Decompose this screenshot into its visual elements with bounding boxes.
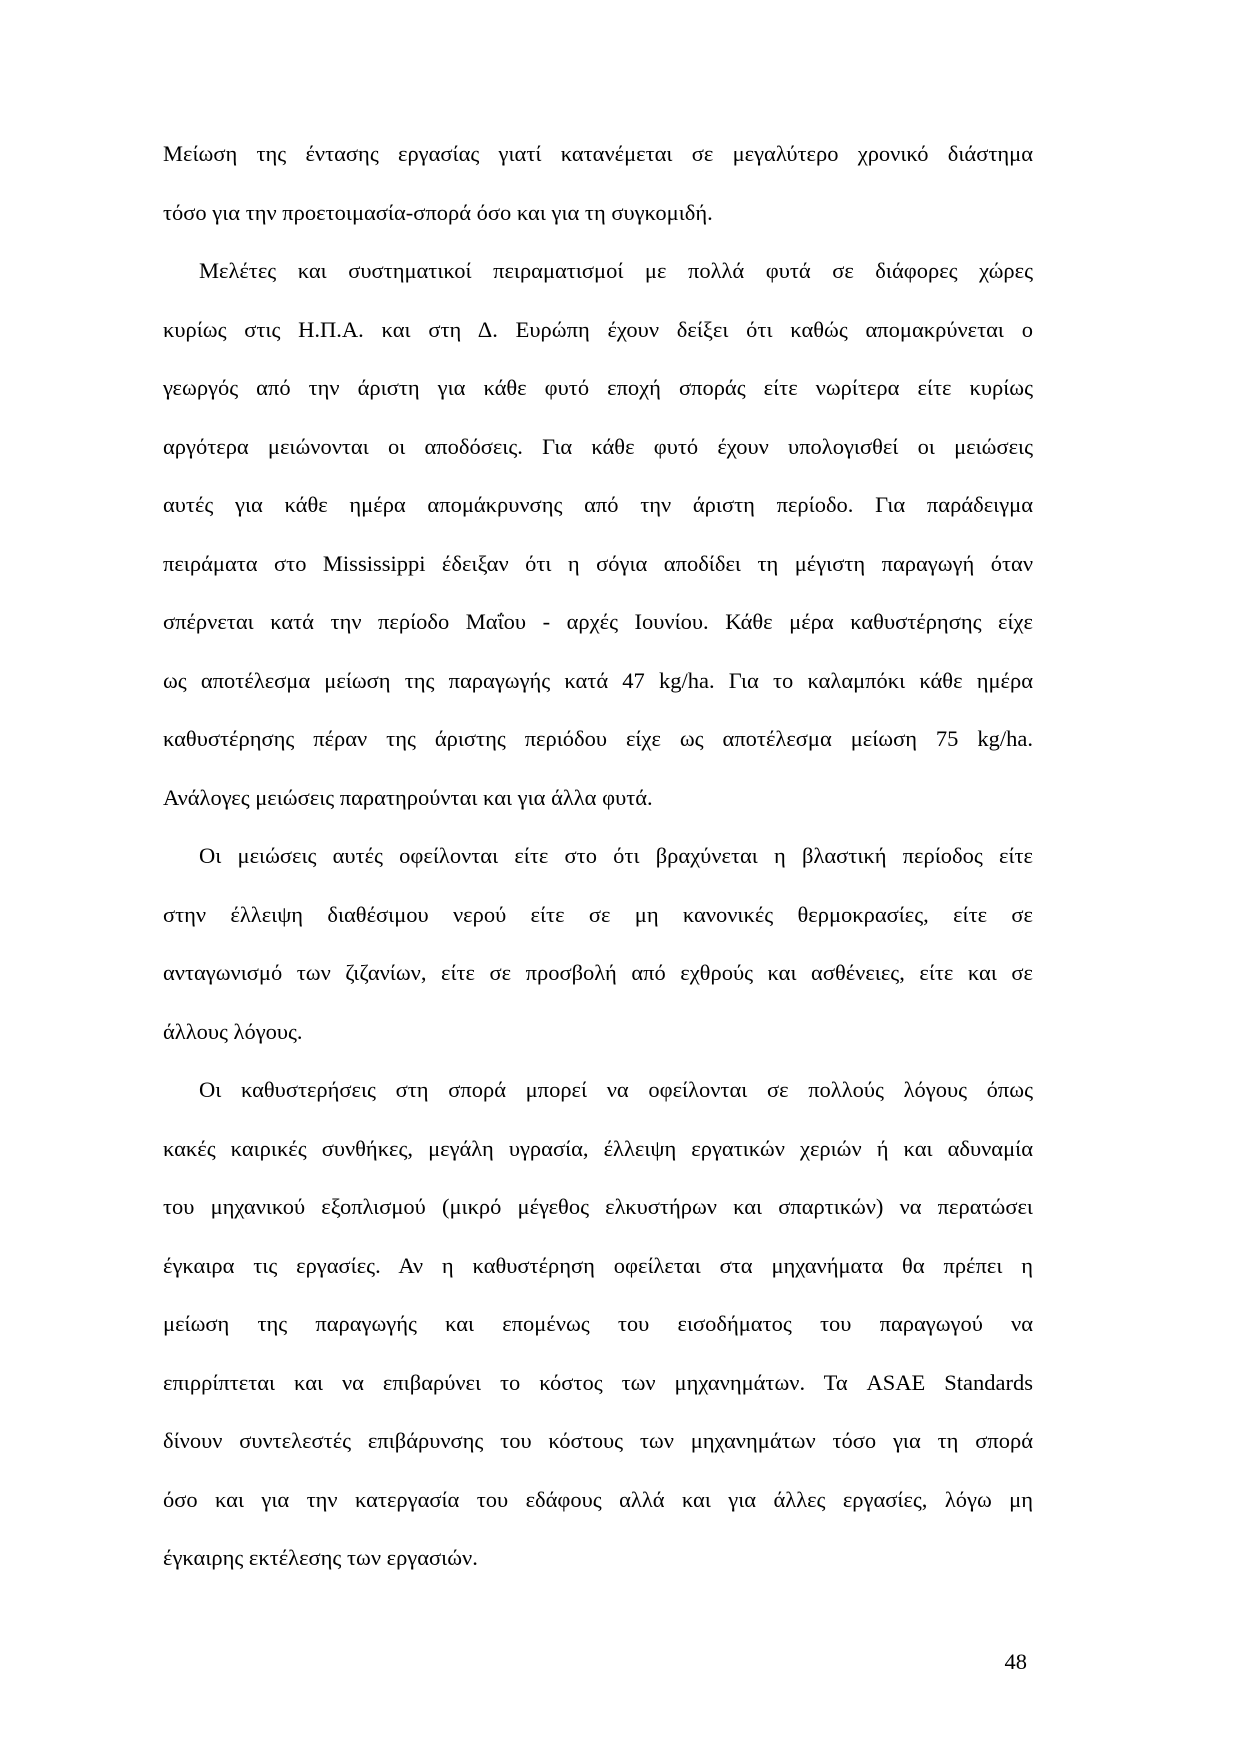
- text-line: Οι μειώσεις αυτές οφείλονται είτε στο ότι βραχύνεται η βλαστική περίοδος είτε: [199, 843, 1033, 868]
- text-line: δίνουν συντελεστές επιβάρυνσης του κόστους των μηχανημάτων τόσο για τη σπορά: [163, 1428, 1033, 1453]
- text-line: γεωργός από την άριστη για κάθε φυτό εποχή σποράς είτε νωρίτερα είτε κυρίως: [163, 375, 1033, 400]
- body-text: [163, 133, 1033, 1596]
- text-line: του μηχανικού εξοπλισμού (μικρό μέγεθος ελκυστήρων και σπαρτικών) να περατώσει: [163, 1194, 1033, 1219]
- text-line: μείωση της παραγωγής και επομένως του εισοδήματος του παραγωγού να: [163, 1311, 1033, 1336]
- text-line: αργότερα μειώνονται οι αποδόσεις. Για κάθε φυτό έχουν υπολογισθεί οι μειώσεις: [163, 433, 1033, 459]
- text-line: πειράματα στο Mississippi έδειξαν ότι η σόγια αποδίδει τη μέγιστη παραγωγή όταν: [163, 550, 1033, 576]
- text-line: κυρίως στις Η.Π.Α. και στη Δ. Ευρώπη έχουν δείξει ότι καθώς απομακρύνεται ο: [163, 316, 1033, 342]
- text-line: Ανάλογες μειώσεις παρατηρούνται και για άλλα φυτά.: [163, 784, 653, 810]
- page-number: 48: [1004, 1649, 1027, 1674]
- text-line: άλλους λόγους.: [163, 1018, 303, 1044]
- text-line: Μείωση της έντασης εργασίας γιατί κατανέμεται σε μεγαλύτερο χρονικό διάστημα: [163, 141, 1033, 166]
- text-line: καθυστέρησης πέραν της άριστης περιόδου είχε ως αποτέλεσμα μείωση 75 kg/ha.: [163, 726, 1033, 751]
- text-line: έγκαιρης εκτέλεσης των εργασιών.: [163, 1545, 478, 1570]
- text-line: τόσο για την προετοιμασία-σπορά όσο και για τη συγκομιδή.: [163, 199, 713, 225]
- text-line: σπέρνεται κατά την περίοδο Μαΐου - αρχές Ιουνίου. Κάθε μέρα καθυστέρησης είχε: [163, 609, 1033, 634]
- text-line: επιρρίπτεται και να επιβαρύνει το κόστος των μηχανημάτων. Τα ASAE Standards: [163, 1369, 1033, 1395]
- text-line: ανταγωνισμό των ζιζανίων, είτε σε προσβολή από εχθρούς και ασθένειες, είτε και σε: [163, 960, 1033, 985]
- text-line: Μελέτες και συστηματικοί πειραματισμοί με πολλά φυτά σε διάφορες χώρες: [199, 258, 1033, 283]
- text-line: κακές καιρικές συνθήκες, μεγάλη υγρασία, έλλειψη εργατικών χεριών ή και αδυναμία: [163, 1135, 1033, 1161]
- text-line: έγκαιρα τις εργασίες. Αν η καθυστέρηση οφείλεται στα μηχανήματα θα πρέπει η: [163, 1252, 1033, 1278]
- text-line: όσο και για την κατεργασία του εδάφους αλλά και για άλλες εργασίες, λόγω μη: [163, 1486, 1033, 1512]
- text-line: ως αποτέλεσμα μείωση της παραγωγής κατά 47 kg/ha. Για το καλαμπόκι κάθε ημέρα: [163, 667, 1033, 693]
- text-line: στην έλλειψη διαθέσιμου νερού είτε σε μη κανονικές θερμοκρασίες, είτε σε: [163, 901, 1033, 927]
- text-line: Οι καθυστερήσεις στη σπορά μπορεί να οφείλονται σε πολλούς λόγους όπως: [199, 1077, 1033, 1102]
- text-line: αυτές για κάθε ημέρα απομάκρυνσης από την άριστη περίοδο. Για παράδειγμα: [163, 492, 1033, 517]
